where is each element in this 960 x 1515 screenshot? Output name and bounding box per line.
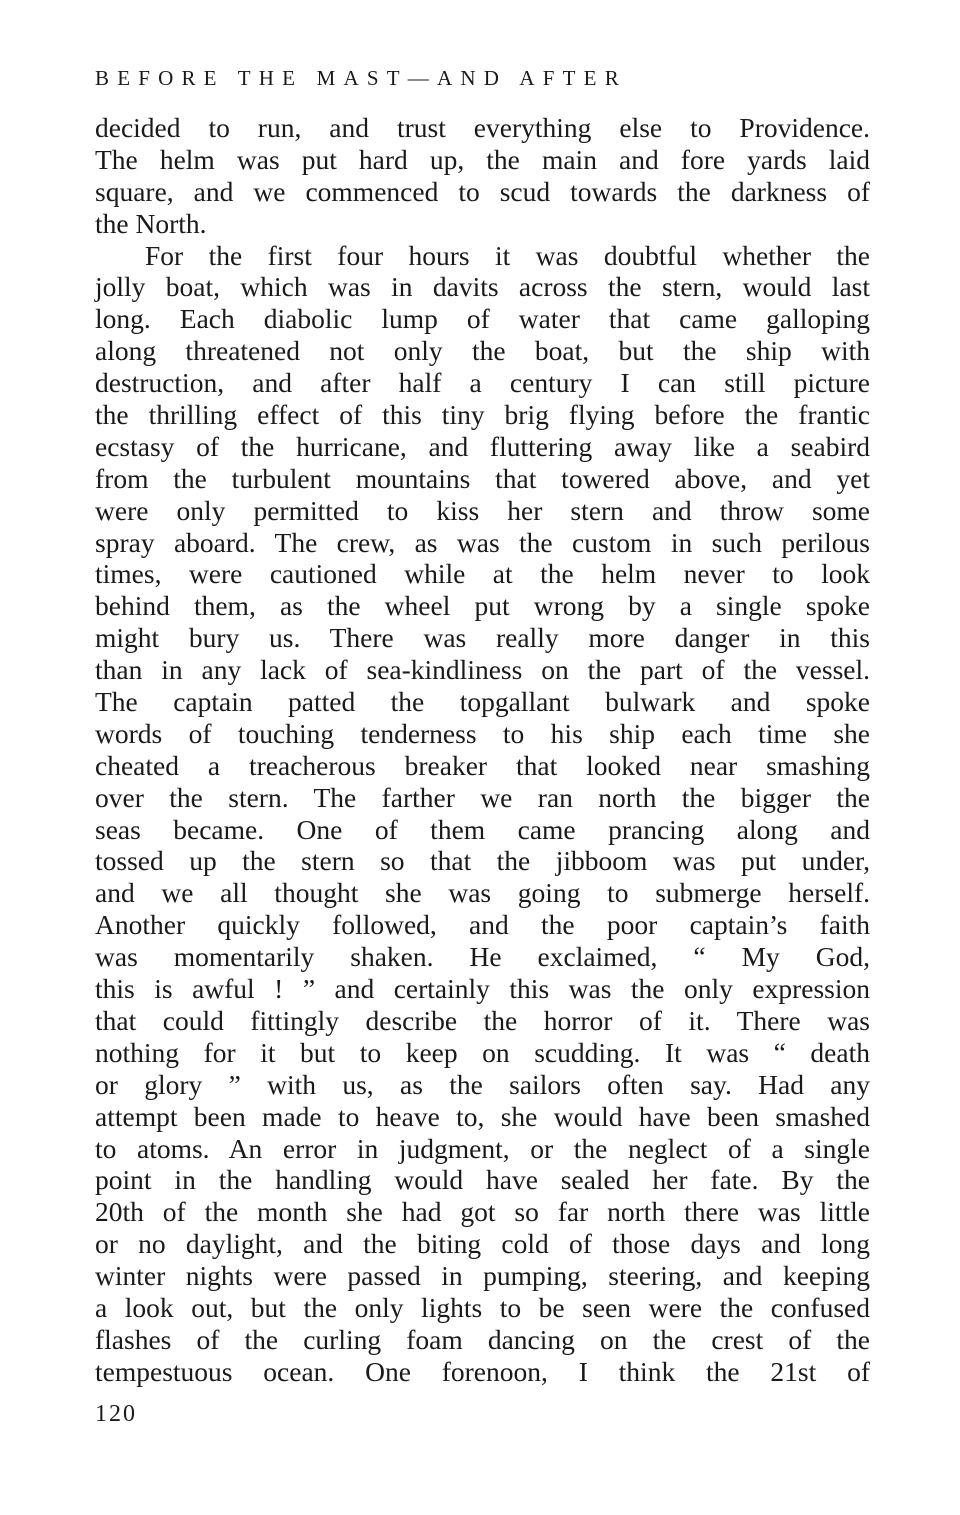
text-line: over the stern. The farther we ran north the bigger the bbox=[95, 781, 870, 813]
text-line: 20th of the month she had got so far north there was little bbox=[95, 1196, 870, 1228]
text-line: decided to run, and trust everything else to Providence. bbox=[95, 112, 870, 143]
text-line: cheated a treacherous breaker that looked near smashing bbox=[95, 749, 870, 781]
text-line: tossed up the stern so that the jibboom was put under, bbox=[95, 845, 870, 877]
text-line: Another quickly followed, and the poor captain’s faith bbox=[95, 909, 870, 941]
text-line: along threatened not only the boat, but the ship with bbox=[95, 335, 870, 367]
text-line: to atoms. An error in judgment, or the neglect of a single bbox=[95, 1132, 870, 1164]
text-line: The helm was put hard up, the main and fore yards laid bbox=[95, 143, 870, 175]
text-line: this is awful ! ” and certainly this was the only expression bbox=[95, 973, 870, 1005]
text-line: the thrilling effect of this tiny brig flying before the frantic bbox=[95, 399, 870, 431]
text-line: ecstasy of the hurricane, and fluttering away like a seabird bbox=[95, 430, 870, 462]
text-line: or no daylight, and the biting cold of those days and long bbox=[95, 1228, 870, 1260]
text-line: that could fittingly describe the horror of it. There was bbox=[95, 1004, 870, 1036]
text-line: was momentarily shaken. He exclaimed, “ My God, bbox=[95, 941, 870, 973]
text-line: were only permitted to kiss her stern and throw some bbox=[95, 494, 870, 526]
text-line: point in the handling would have sealed her fate. By the bbox=[95, 1164, 870, 1196]
text-line: might bury us. There was really more danger in this bbox=[95, 622, 870, 654]
text-line: spray aboard. The crew, as was the custom in such perilous bbox=[95, 526, 870, 558]
text-line: seas became. One of them came prancing along and bbox=[95, 813, 870, 845]
text-line: a look out, but the only lights to be seen were the confused bbox=[95, 1291, 870, 1323]
text-line: behind them, as the wheel put wrong by a single spoke bbox=[95, 590, 870, 622]
text-line: than in any lack of sea-kindliness on the part of the vessel. bbox=[95, 654, 870, 686]
text-line: long. Each diabolic lump of water that came galloping bbox=[95, 303, 870, 335]
text-line: destruction, and after half a century I can still picture bbox=[95, 367, 870, 399]
running-head: BEFORE THE MAST—AND AFTER bbox=[95, 66, 627, 90]
text-line: attempt been made to heave to, she would have been smashed bbox=[95, 1100, 870, 1132]
text-line: winter nights were passed in pumping, steering, and keeping bbox=[95, 1260, 870, 1292]
text-line: For the first four hours it was doubtful whether the bbox=[145, 239, 870, 271]
page-number: 120 bbox=[95, 1401, 137, 1427]
text-line: times, were cautioned while at the helm never to look bbox=[95, 558, 870, 590]
text-line: flashes of the curling foam dancing on the crest of the bbox=[95, 1323, 870, 1355]
text-line: or glory ” with us, as the sailors often say. Had any bbox=[95, 1068, 870, 1100]
text-line: The captain patted the topgallant bulwark and spoke bbox=[95, 686, 870, 718]
body-text bbox=[95, 112, 870, 1388]
text-line: square, and we commenced to scud towards the darkness of bbox=[95, 175, 870, 207]
text-line: words of touching tenderness to his ship each time she bbox=[95, 717, 870, 749]
text-line: jolly boat, which was in davits across the stern, would last bbox=[95, 271, 870, 303]
text-line: tempestuous ocean. One forenoon, I think the 21st of bbox=[95, 1355, 870, 1387]
text-line: from the turbulent mountains that towered above, and yet bbox=[95, 462, 870, 494]
text-line: and we all thought she was going to submerge herself. bbox=[95, 877, 870, 909]
text-line: the North. bbox=[95, 207, 207, 239]
text-line: nothing for it but to keep on scudding. It was “ death bbox=[95, 1036, 870, 1068]
